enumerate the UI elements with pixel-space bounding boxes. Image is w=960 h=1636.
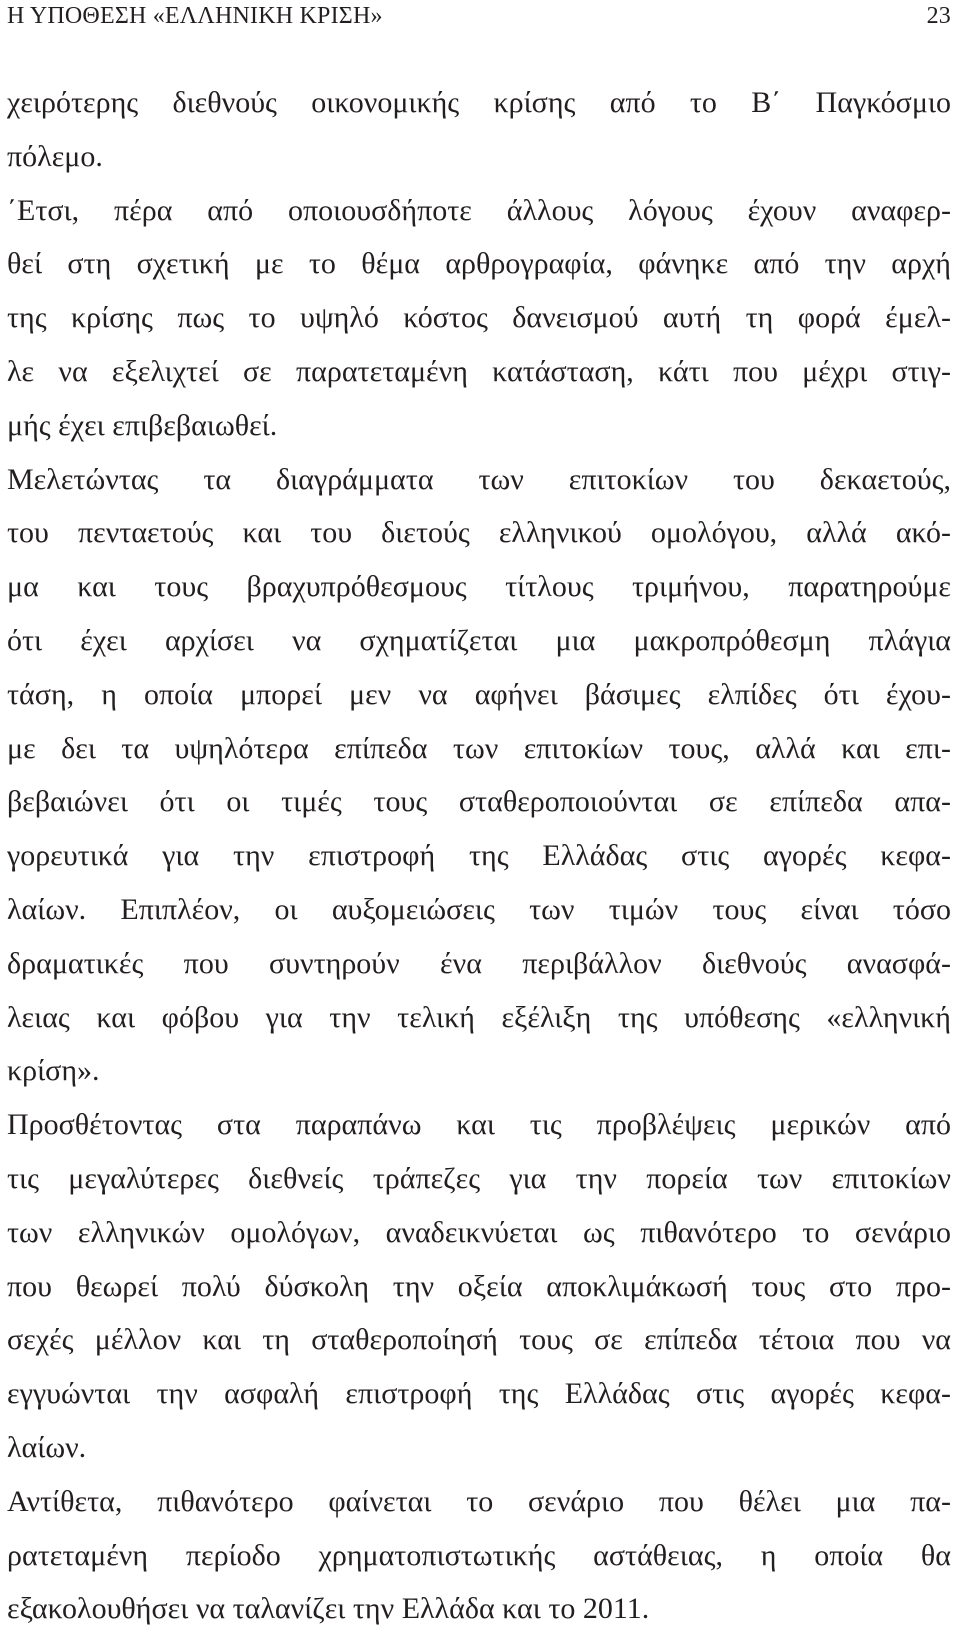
text-line: τάση, η οποία μπορεί μεν να αφήνει βάσιμες ελπίδες ότι έχου- bbox=[7, 677, 951, 711]
text-line: λαίων. Επιπλέον, οι αυξομειώσεις των τιμών τους είναι τόσο bbox=[7, 892, 951, 926]
text-line: γορευτικά για την επιστροφή της Ελλάδας στις αγορές κεφα- bbox=[7, 839, 951, 873]
text-line: μής έχει επιβεβαιωθεί. bbox=[7, 408, 278, 442]
text-line: Μελετώντας τα διαγράμματα των επιτοκίων του δεκαετούς, bbox=[7, 462, 951, 496]
text-line: ΄Ετσι, πέρα από οποιουσδήποτε άλλους λόγους έχουν αναφερ- bbox=[7, 193, 951, 227]
text-line: ρατεταμένη περίοδο χρηματοπιστωτικής αστάθειας, η οποία θα bbox=[7, 1538, 951, 1572]
text-line: πόλεμο. bbox=[7, 139, 103, 173]
text-line: λε να εξελιχτεί σε παρατεταμένη κατάσταση, κάτι που μέχρι στιγ- bbox=[7, 354, 951, 388]
text-line: Προσθέτοντας στα παραπάνω και τις προβλέψεις μερικών από bbox=[7, 1108, 951, 1142]
body-text bbox=[7, 76, 951, 1636]
text-line: λαίων. bbox=[7, 1430, 87, 1464]
text-line: λειας και φόβου για την τελική εξέλιξη της υπόθεσης «ελληνική bbox=[7, 1000, 951, 1034]
text-line: χειρότερης διεθνούς οικονομικής κρίσης από το Β΄ Παγκόσμιο bbox=[7, 86, 951, 119]
page-number: 23 bbox=[926, 3, 951, 29]
text-line: Αντίθετα, πιθανότερο φαίνεται το σενάριο που θέλει μια πα- bbox=[7, 1484, 951, 1518]
text-line: των ελληνικών ομολόγων, αναδεικνύεται ως πιθανότερο το σενάριο bbox=[7, 1215, 951, 1249]
running-title: Η ΥΠΟΘΕΣΗ «ΕΛΛΗΝΙΚΗ ΚΡΙΣΗ» bbox=[7, 3, 383, 29]
text-line: σεχές μέλλον και τη σταθεροποίησή τους σε επίπεδα τέτοια που να bbox=[7, 1323, 951, 1357]
running-header bbox=[7, 3, 951, 33]
text-line: με δει τα υψηλότερα επίπεδα των επιτοκίων τους, αλλά και επι- bbox=[7, 731, 951, 765]
text-line: εγγυώνται την ασφαλή επιστροφή της Ελλάδας στις αγορές κεφα- bbox=[7, 1377, 951, 1411]
text-line: βεβαιώνει ότι οι τιμές τους σταθεροποιούνται σε επίπεδα απα- bbox=[7, 785, 951, 819]
text-line: τις μεγαλύτερες διεθνείς τράπεζες για την πορεία των επιτοκίων bbox=[7, 1161, 951, 1195]
text-line: της κρίσης πως το υψηλό κόστος δανεισμού αυτή τη φορά έμελ- bbox=[7, 301, 951, 335]
text-line: θεί στη σχετική με το θέμα αρθρογραφία, φάνηκε από την αρχή bbox=[7, 247, 951, 281]
text-line: μα και τους βραχυπρόθεσμους τίτλους τριμήνου, παρατηρούμε bbox=[7, 570, 951, 604]
text-line: ότι έχει αρχίσει να σχηματίζεται μια μακροπρόθεσμη πλάγια bbox=[7, 623, 951, 657]
text-line: δραματικές που συντηρούν ένα περιβάλλον διεθνούς ανασφά- bbox=[7, 946, 951, 980]
text-line: που θεωρεί πολύ δύσκολη την οξεία αποκλιμάκωσή τους στο προ- bbox=[7, 1269, 951, 1303]
text-line: εξακολουθήσει να ταλανίζει την Ελλάδα και το 2011. bbox=[7, 1592, 650, 1626]
text-line: του πενταετούς και του διετούς ελληνικού ομολόγου, αλλά ακό- bbox=[7, 516, 951, 550]
text-line: κρίση». bbox=[7, 1054, 100, 1088]
